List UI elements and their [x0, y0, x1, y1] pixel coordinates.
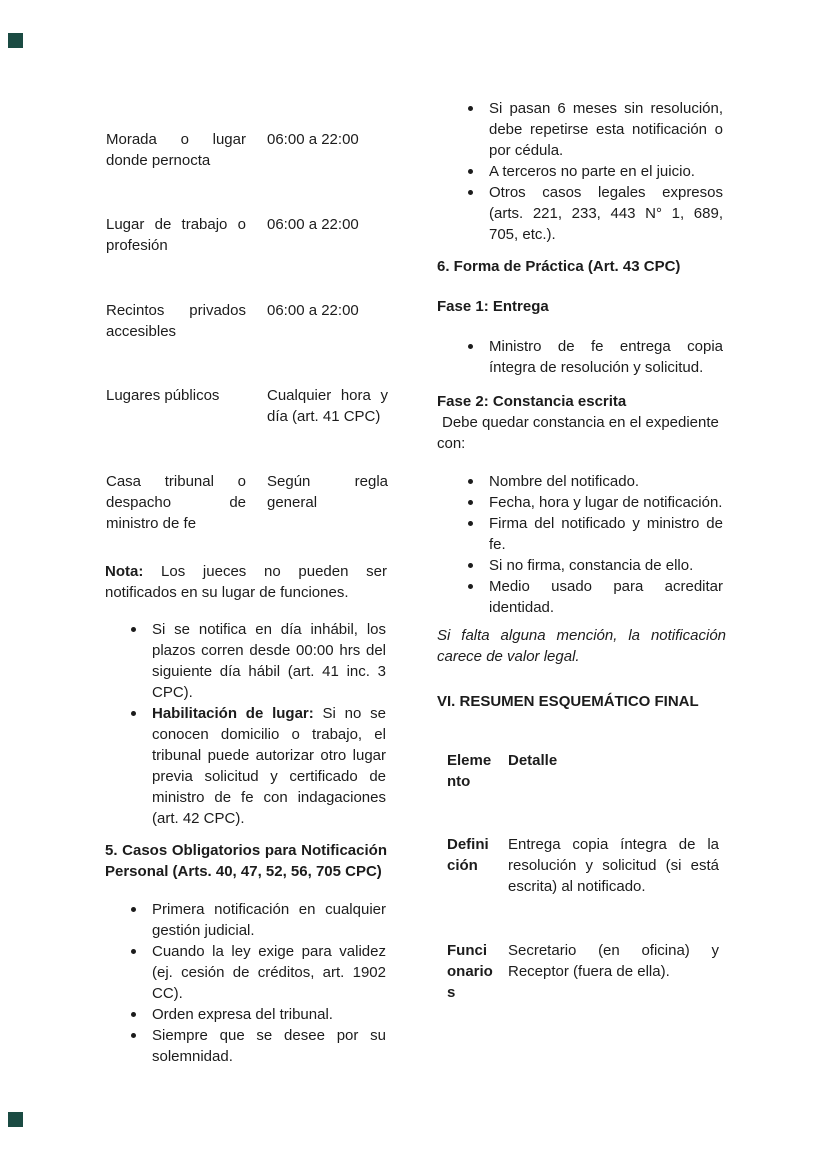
page-corner-marker-bottom	[8, 1112, 23, 1127]
list-item: Nombre del notificado.	[489, 471, 723, 492]
summary-header-element: Elemento	[447, 752, 492, 790]
schedule-time: 06:00 a 22:00	[267, 302, 359, 319]
list-item: Si pasan 6 meses sin resolución, debe repetirse esta notificación o por cédula.	[489, 100, 723, 159]
legal-warning-text: Si falta alguna mención, la notificación carece de valor legal.	[437, 627, 726, 665]
summary-row-detail: Entrega copia íntegra de la resolución y solicitud (si está escrita) al notificado.	[508, 836, 719, 895]
schedule-time: 06:00 a 22:00	[267, 216, 359, 233]
schedule-row	[106, 385, 388, 449]
section5-heading: 5. Casos Obligatorios para Notificación Personal (Arts. 40, 47, 52, 56, 705 CPC)	[105, 842, 387, 880]
fase2-intro: Debe quedar constancia en el expediente con:	[437, 414, 719, 452]
rule-text: Si no se conocen domicilio o trabajo, el tribunal puede autorizar otro lugar previa solicitud y certificado de ministro de fe con indagaciones (art. 42 CPC).	[152, 705, 386, 827]
schedule-time: Según regla general	[267, 473, 388, 511]
schedule-place: Casa tribunal o despacho de ministro de fe	[106, 473, 246, 532]
list-item: Siempre que se desee por su solemnidad.	[152, 1027, 386, 1065]
list-item: Firma del notificado y ministro de fe.	[489, 515, 723, 553]
rules-list	[152, 619, 386, 829]
schedule-row	[106, 214, 388, 278]
schedule-time: 06:00 a 22:00	[267, 131, 359, 148]
schedule-row	[106, 471, 388, 535]
fase1-list	[489, 336, 723, 378]
rule-label: Habilitación de lugar:	[152, 705, 314, 722]
note-text: Los jueces no pueden ser notificados en su lugar de funciones.	[105, 563, 387, 601]
rule-text: Si se notifica en día inhábil, los plazos corren desde 00:00 hrs del siguiente día hábil (art. 41 inc. 3 CPC).	[152, 621, 386, 701]
list-item: Fecha, hora y lugar de notificación.	[489, 494, 723, 511]
section5-list	[152, 899, 386, 1067]
fase2-block	[437, 391, 726, 454]
section6-heading: 6. Forma de Práctica (Art. 43 CPC)	[437, 258, 681, 275]
note-paragraph	[105, 561, 387, 603]
list-item: Orden expresa del tribunal.	[152, 1004, 386, 1025]
fase2-heading: Fase 2: Constancia escrita	[437, 393, 627, 410]
summary-row-element: Funcionarios	[447, 942, 493, 1001]
list-item: Primera notificación en cualquier gestión judicial.	[152, 901, 386, 939]
summary-row-detail: Secretario (en oficina) y Receptor (fuera de ella).	[508, 942, 719, 980]
note-label: Nota:	[105, 563, 144, 580]
summary-row-element: Definición	[447, 836, 489, 874]
top-bullet-list	[489, 98, 723, 245]
list-item	[152, 703, 386, 829]
fase2-list	[489, 471, 723, 618]
summary-header-detail: Detalle	[508, 752, 558, 769]
list-item	[152, 619, 386, 703]
schedule-place: Lugares públicos	[106, 387, 220, 404]
list-item: Cuando la ley exige para validez (ej. cesión de créditos, art. 1902 CC).	[152, 943, 386, 1002]
page-corner-marker-top	[8, 33, 23, 48]
schedule-row	[106, 300, 388, 364]
list-item: Otros casos legales expresos (arts. 221, 233, 443 N° 1, 689, 705, etc.).	[489, 184, 723, 243]
list-item: Ministro de fe entrega copia íntegra de resolución y solicitud.	[489, 338, 723, 376]
list-item: A terceros no parte en el juicio.	[489, 161, 723, 182]
section-vi-heading: VI. RESUMEN ESQUEMÁTICO FINAL	[437, 693, 699, 710]
fase1-heading: Fase 1: Entrega	[437, 298, 549, 315]
list-item: Medio usado para acreditar identidad.	[489, 578, 723, 616]
list-item: Si no firma, constancia de ello.	[489, 555, 723, 576]
schedule-time: Cualquier hora y día (art. 41 CPC)	[267, 387, 388, 425]
schedule-place: Lugar de trabajo o profesión	[106, 216, 246, 254]
schedule-place: Recintos privados accesibles	[106, 302, 246, 340]
schedule-row	[106, 129, 388, 193]
schedule-place: Morada o lugar donde pernocta	[106, 131, 246, 169]
